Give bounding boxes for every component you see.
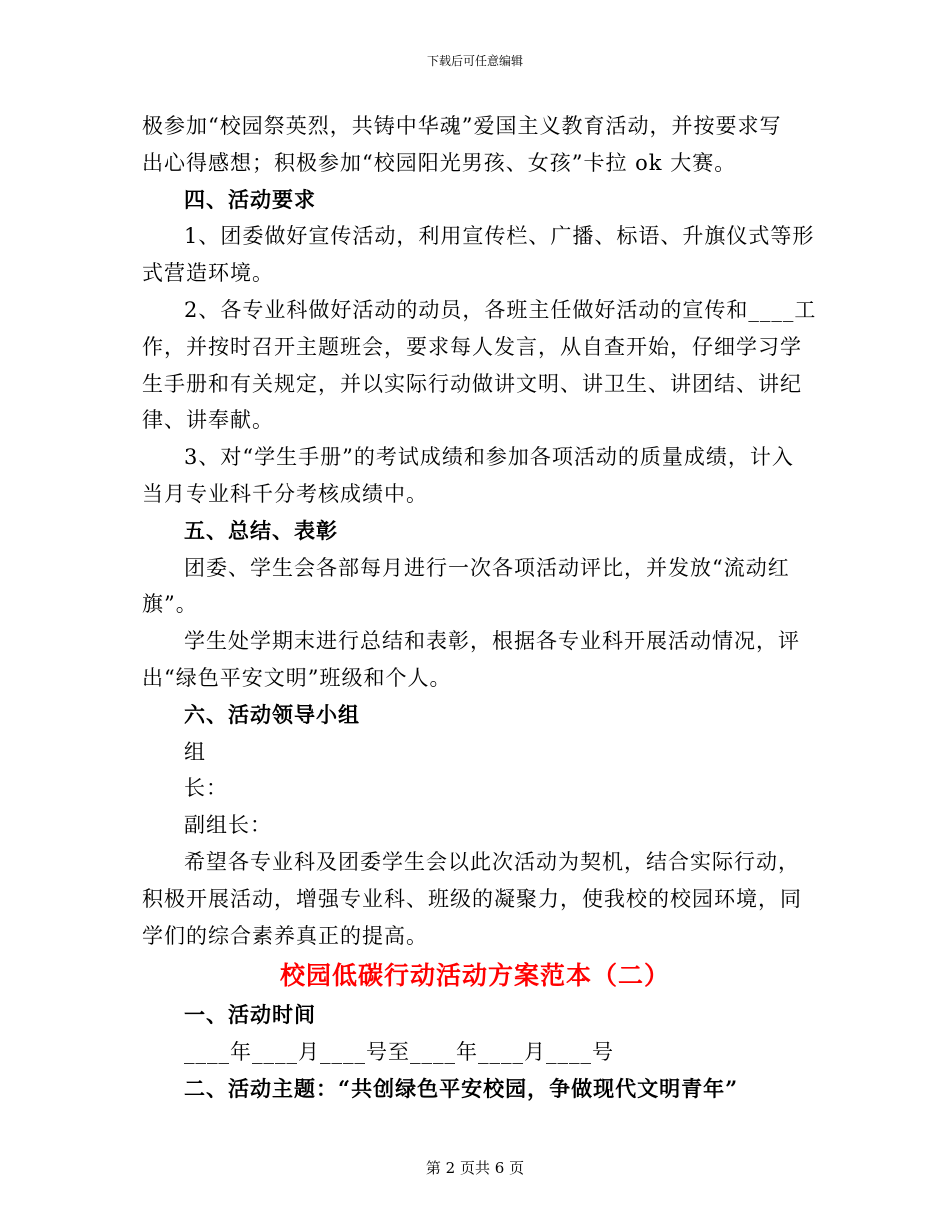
section-title: 校园低碳行动活动方案范本（二） (279, 961, 670, 991)
paragraph-line: 希望各专业科及团委学生会以此次活动为契机，结合实际行动， (184, 849, 800, 874)
section-heading-5: 五、总结、表彰 (184, 517, 338, 543)
paragraph-line: 积极开展活动，增强专业科、班级的凝聚力，使我校的校园环境，同 (142, 886, 802, 911)
date-line: ____年____月____号至____年____月____号 (184, 1040, 614, 1065)
paragraph-line: 式营造环境。 (142, 261, 274, 286)
paragraph-line: 学们的综合素养真正的提高。 (142, 923, 428, 948)
document-body (142, 108, 817, 1108)
paragraph-line: 团委、学生会各部每月进行一次各项活动评比，并发放“流动红 (184, 555, 790, 580)
page-footer: 第 2 页共 6 页 (425, 1159, 525, 1177)
paragraph-line: 生手册和有关规定，并以实际行动做讲文明、讲卫生、讲团结、讲纪 (142, 371, 802, 396)
paragraph-line: 学生处学期末进行总结和表彰，根据各专业科开展活动情况，评 (184, 629, 800, 654)
paragraph-line: 出“绿色平安文明”班级和个人。 (142, 665, 452, 690)
paragraph-line: 旗”。 (142, 592, 198, 617)
paragraph-line: 极参加“校园祭英烈，共铸中华魂”爱国主义教育活动，并按要求写 (142, 114, 782, 138)
paragraph-line: 律、讲奉献。 (142, 408, 274, 433)
leader-label: 长： (184, 776, 228, 801)
paragraph-line: 作，并按时召开主题班会，要求每人发言，从自查开始，仔细学习学 (142, 334, 802, 359)
paragraph-line: 2、各专业科做好活动的动员，各班主任做好活动的宣传和____工 (184, 297, 817, 322)
paragraph-line: 1、团委做好宣传活动，利用宣传栏、广播、标语、升旗仪式等形 (184, 224, 815, 249)
section-heading-6: 六、活动领导小组 (184, 701, 360, 727)
leader-label: 组 (184, 739, 206, 764)
section-heading-4: 四、活动要求 (184, 186, 316, 212)
subsection-heading: 二、活动主题：“共创绿色平安校园，争做现代文明青年” (184, 1075, 739, 1101)
deputy-leader-label: 副组长： (184, 813, 272, 838)
paragraph-line: 当月专业科千分考核成绩中。 (142, 481, 428, 506)
paragraph-line: 3、对“学生手册”的考试成绩和参加各项活动的质量成绩，计入 (184, 445, 794, 470)
paragraph-line: 出心得感想；积极参加“校园阳光男孩、女孩”卡拉 ok 大赛。 (142, 150, 737, 175)
subsection-heading: 一、活动时间 (184, 1002, 316, 1028)
page-header: 下载后可任意编辑 (426, 54, 523, 68)
